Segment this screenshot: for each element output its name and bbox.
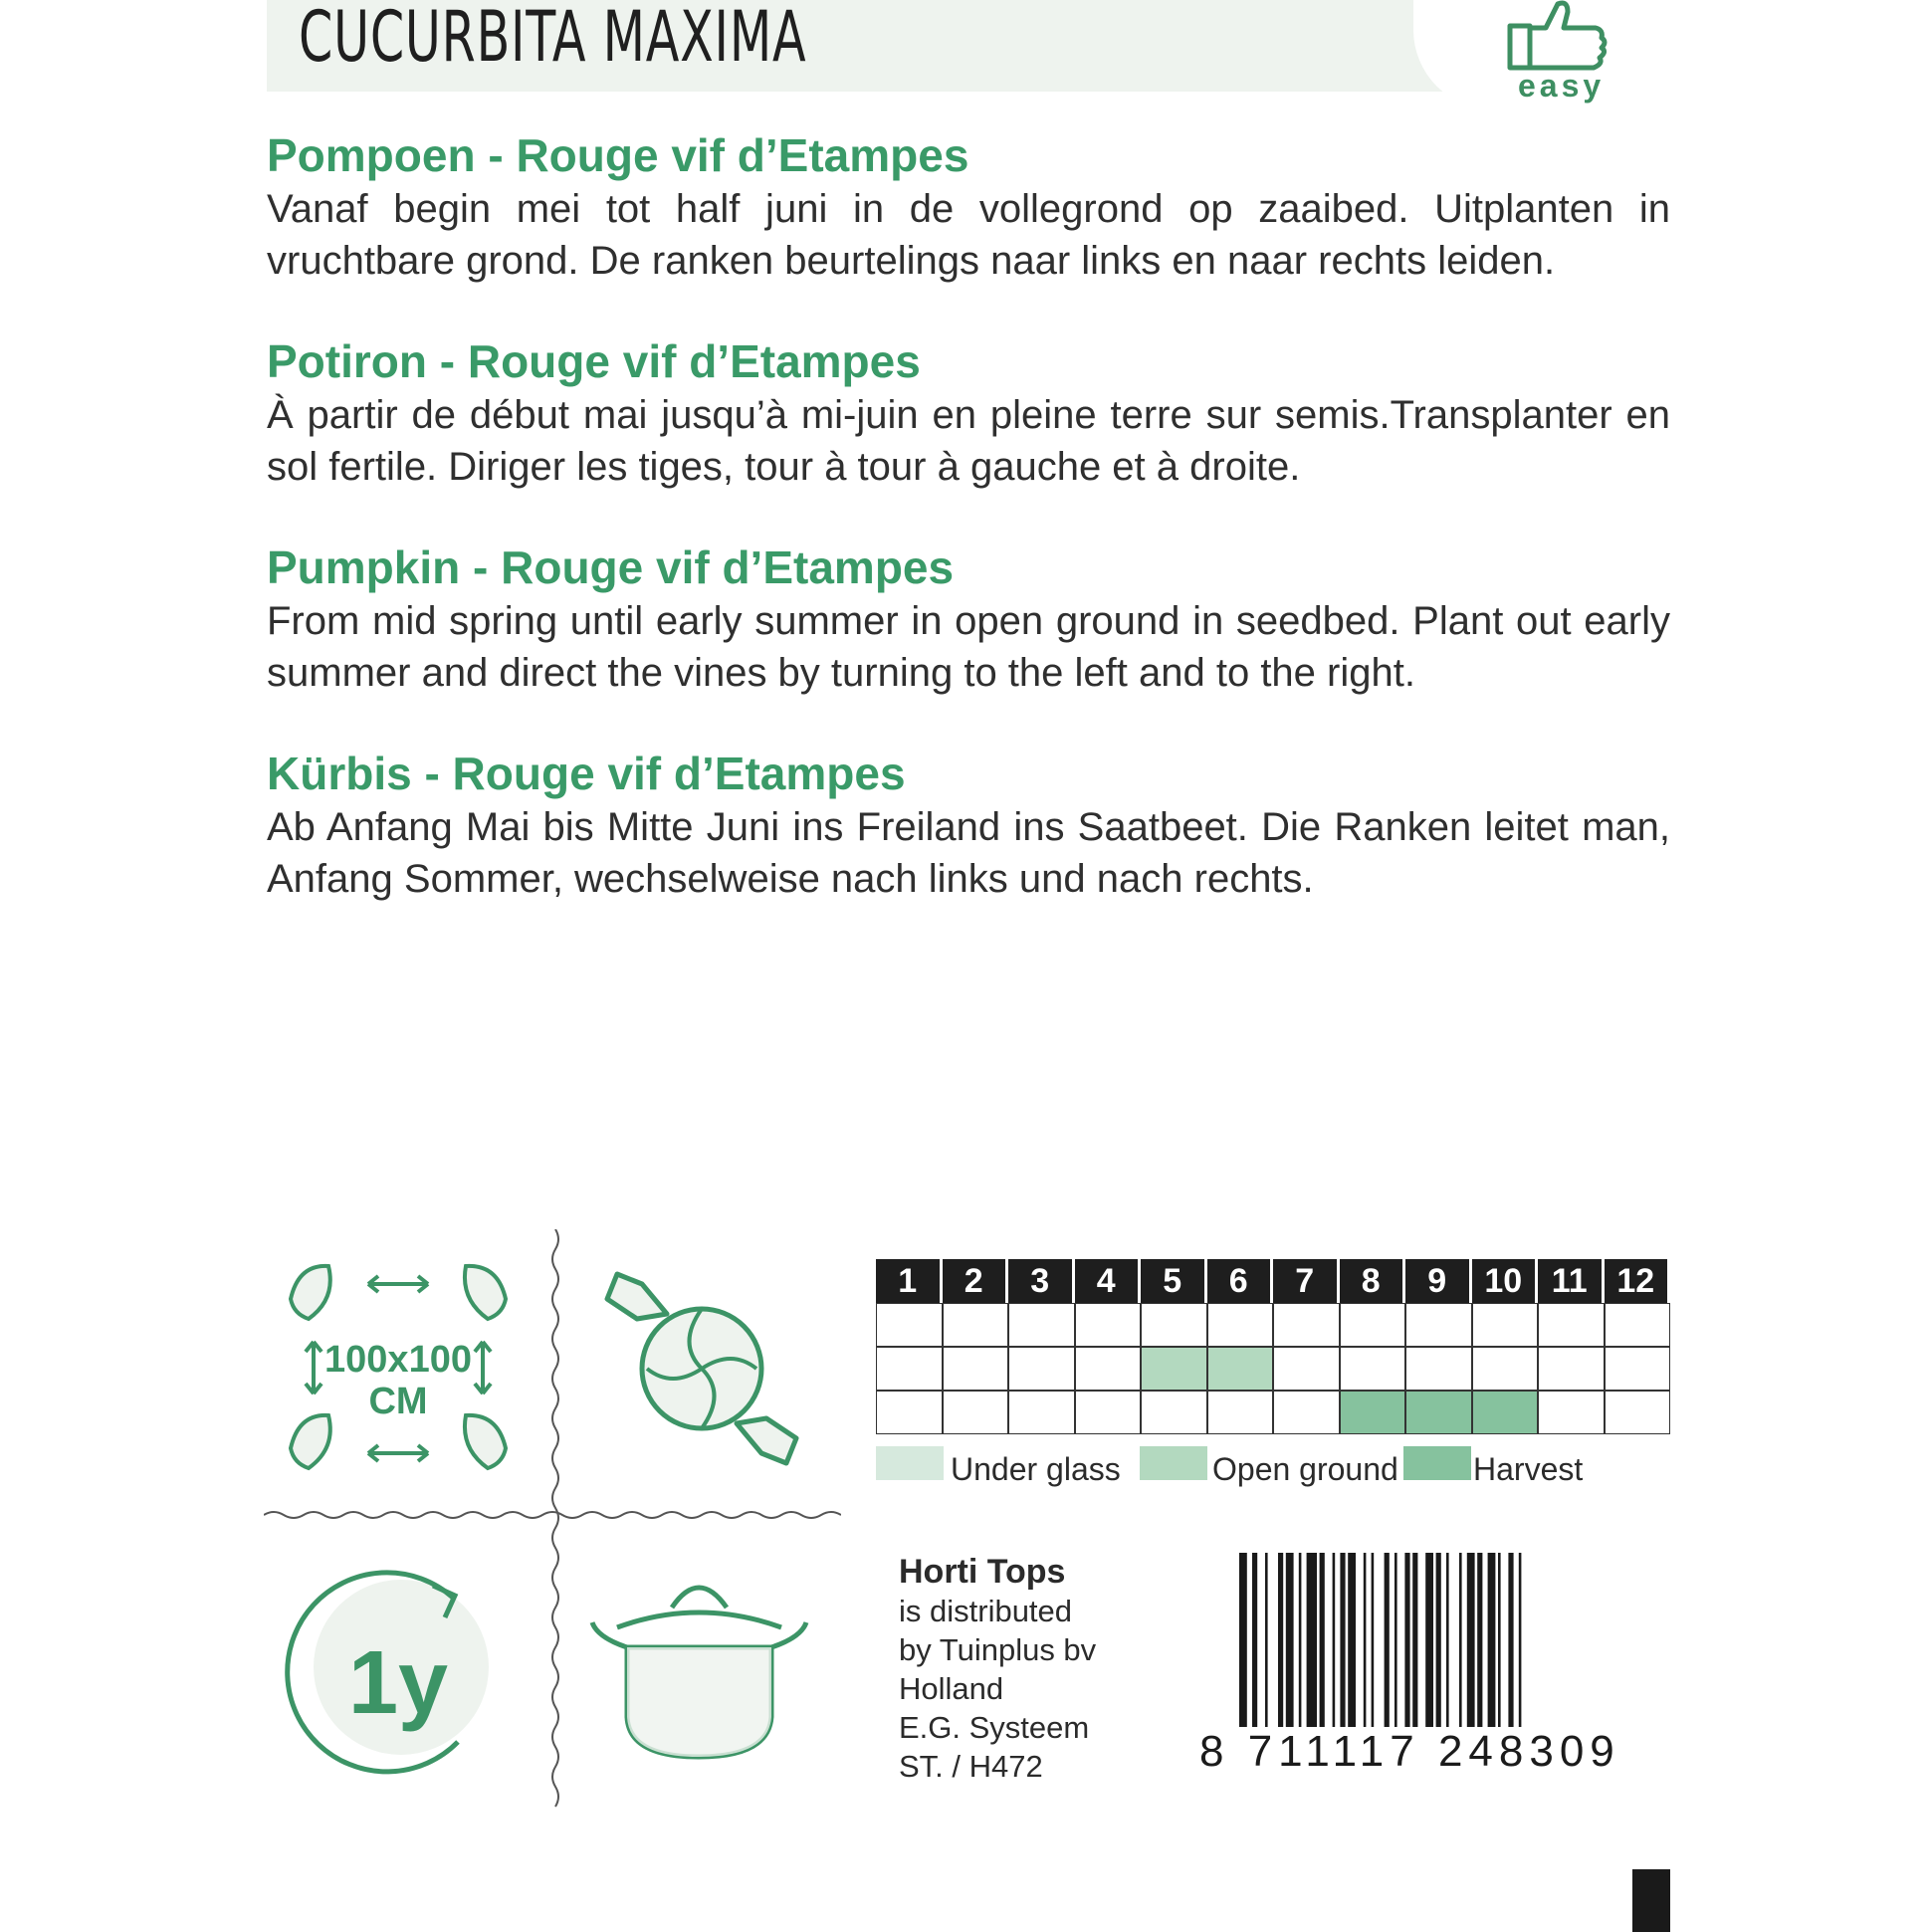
calendar-cell <box>1340 1347 1406 1391</box>
barcode-bar <box>1299 1553 1302 1727</box>
calendar-cell <box>876 1391 943 1434</box>
barcode-bar <box>1307 1553 1317 1727</box>
calendar-cell <box>1075 1391 1142 1434</box>
calendar-month-header: 1 <box>876 1259 943 1303</box>
calendar-cell <box>1405 1391 1472 1434</box>
barcode-bar <box>1348 1553 1356 1727</box>
calendar-cell <box>1008 1391 1075 1434</box>
calendar-month-header: 8 <box>1340 1259 1406 1303</box>
species-name: CUCURBITA MAXIMA <box>299 0 807 78</box>
section-nl <box>267 127 1670 287</box>
calendar-month-header: 11 <box>1538 1259 1605 1303</box>
barcode-bar <box>1333 1553 1336 1727</box>
barcode-bar <box>1498 1553 1501 1727</box>
calendar-month-header: 3 <box>1008 1259 1075 1303</box>
calendar-cell <box>943 1391 1009 1434</box>
calendar-month-header: 7 <box>1273 1259 1340 1303</box>
calendar-cell <box>1207 1303 1274 1347</box>
calendar-cell <box>1075 1303 1142 1347</box>
section-title: Kürbis - Rouge vif d’Etampes <box>267 748 906 799</box>
calendar-cell <box>1405 1347 1472 1391</box>
section-body: Ab Anfang Mai bis Mitte Juni ins Freiland ins Saatbeet. Die Ranken leitet man, Anfang Sommer, wechselweise nach links und nach rechts. <box>267 805 1670 901</box>
section-fr <box>267 333 1670 493</box>
calendar-cell <box>1405 1303 1472 1347</box>
calendar-cell <box>1207 1347 1274 1391</box>
barcode-bar <box>1239 1553 1247 1727</box>
barcode-bar <box>1446 1553 1449 1727</box>
barcode-bar <box>1278 1553 1283 1727</box>
calendar-month-header: 10 <box>1472 1259 1539 1303</box>
calendar-cell <box>1340 1303 1406 1347</box>
calendar-cell <box>1605 1347 1671 1391</box>
barcode-number: 8 711117 248309 <box>1199 1727 1620 1776</box>
calendar-cell <box>1141 1347 1207 1391</box>
barcode-bar <box>1364 1553 1367 1727</box>
barcode-bar <box>1372 1553 1375 1727</box>
barcode-bar <box>1252 1553 1257 1727</box>
calendar-cell <box>1472 1303 1539 1347</box>
calendar-cell <box>1008 1303 1075 1347</box>
easy-label: easy <box>1518 68 1606 104</box>
horizontal-divider <box>264 1508 841 1522</box>
calendar-cell <box>1075 1347 1142 1391</box>
calendar-month-header: 6 <box>1207 1259 1274 1303</box>
calendar-month-header: 12 <box>1605 1259 1671 1303</box>
distributor-line: ST. / H472 <box>899 1749 1043 1784</box>
barcode-bar <box>1385 1553 1390 1727</box>
print-mark <box>1632 1869 1670 1932</box>
barcode-bar <box>1395 1553 1397 1727</box>
distributor-line: is distributed <box>899 1594 1073 1628</box>
section-body: À partir de début mai jusqu’à mi-juin en pleine terre sur semis.Transplanter en sol fertile. Diriger les tiges, tour à tour à gauche et à droite. <box>267 393 1670 489</box>
barcode-bar <box>1519 1553 1522 1727</box>
barcode-bar <box>1340 1553 1345 1727</box>
distributor-info <box>899 1553 1096 1786</box>
legend-label-harvest: Harvest <box>1473 1451 1584 1487</box>
calendar-cell <box>943 1347 1009 1391</box>
spacing-dimensions: 100x100 <box>324 1339 472 1381</box>
section-body: From mid spring until early summer in open ground in seedbed. Plant out early summer and direct the vines by turning to the left and to the right. <box>267 599 1670 695</box>
calendar-cell <box>1008 1347 1075 1391</box>
calendar-cell <box>1472 1347 1539 1391</box>
calendar-cell <box>1207 1391 1274 1434</box>
calendar-cell <box>1605 1391 1671 1434</box>
sowing-calendar <box>876 1259 1670 1435</box>
calendar-cell <box>943 1303 1009 1347</box>
barcode-bar <box>1459 1553 1462 1727</box>
spacing-value <box>299 1339 498 1422</box>
distributor-line: by Tuinplus bv <box>899 1632 1097 1667</box>
barcode-bar <box>1320 1553 1325 1727</box>
legend-swatch-open-ground <box>1140 1446 1207 1480</box>
barcode-bar <box>1412 1553 1417 1727</box>
section-title: Potiron - Rouge vif d’Etampes <box>267 335 921 387</box>
barcode-bar <box>1508 1553 1513 1727</box>
calendar-cell <box>1538 1303 1605 1347</box>
barcode-bar <box>1488 1553 1496 1727</box>
distributor-line: E.G. Systeem <box>899 1710 1090 1745</box>
calendar-cell <box>1538 1347 1605 1391</box>
section-de <box>267 746 1670 905</box>
section-title: Pumpkin - Rouge vif d’Etampes <box>267 541 955 593</box>
cooking-pot-icon <box>587 1568 811 1767</box>
legend-swatch-harvest <box>1403 1446 1471 1480</box>
calendar-month-header: 4 <box>1075 1259 1142 1303</box>
calendar-month-header: 2 <box>943 1259 1009 1303</box>
calendar-cell <box>1538 1391 1605 1434</box>
calendar-cell <box>876 1303 943 1347</box>
distributor-line: Holland <box>899 1671 1004 1706</box>
barcode-bar <box>1425 1553 1433 1727</box>
barcode-bar <box>1467 1553 1475 1727</box>
section-body: Vanaf begin mei tot half juni in de vollegrond op zaaibed. Uitplanten in vruchtbare grond. De ranken beurtelings naar links en naar rechts leiden. <box>267 187 1670 283</box>
barcode-bar <box>1286 1553 1294 1727</box>
calendar-cell <box>1340 1391 1406 1434</box>
section-title: Pompoen - Rouge vif d’Etampes <box>267 129 969 181</box>
calendar-cell <box>1141 1303 1207 1347</box>
candy-icon <box>597 1264 806 1473</box>
legend-swatch-under-glass <box>876 1446 944 1480</box>
section-en <box>267 539 1670 699</box>
calendar-cell <box>1273 1391 1340 1434</box>
calendar-cell <box>1605 1303 1671 1347</box>
calendar-cell <box>1472 1391 1539 1434</box>
brand-name: Horti Tops <box>899 1553 1066 1591</box>
calendar-cell <box>1273 1303 1340 1347</box>
calendar-month-header: 5 <box>1141 1259 1207 1303</box>
legend-label-under-glass: Under glass <box>951 1451 1121 1487</box>
barcode-bar <box>1265 1553 1268 1727</box>
barcode-bar <box>1404 1553 1409 1727</box>
calendar-cell <box>1273 1347 1340 1391</box>
spacing-unit: CM <box>368 1381 428 1422</box>
legend-label-open-ground: Open ground <box>1212 1451 1398 1487</box>
cycle-label: 1y <box>348 1633 449 1733</box>
calendar-cell <box>1141 1391 1207 1434</box>
vertical-divider <box>545 1229 565 1817</box>
calendar-month-header: 9 <box>1405 1259 1472 1303</box>
calendar-cell <box>876 1347 943 1391</box>
barcode-bar <box>1477 1553 1482 1727</box>
barcode-bar <box>1436 1553 1441 1727</box>
